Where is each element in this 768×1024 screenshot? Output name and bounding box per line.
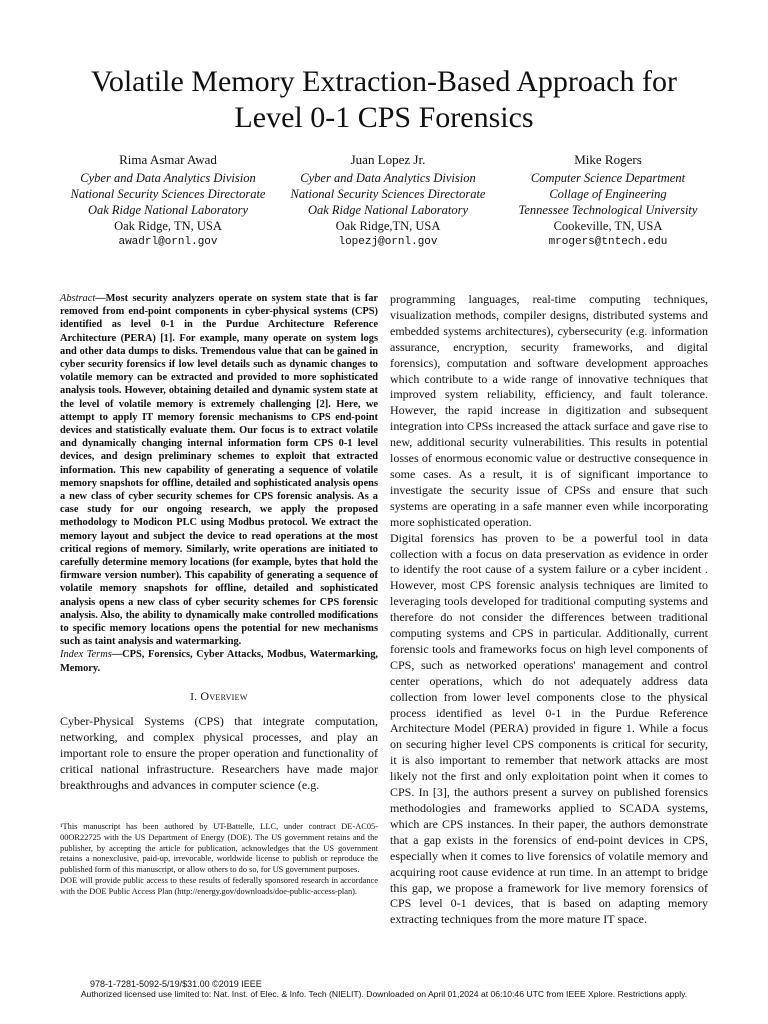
index-terms bbox=[60, 648, 378, 674]
section-heading bbox=[60, 689, 378, 706]
abstract bbox=[60, 292, 378, 648]
author-email: mrogers@tntech.edu bbox=[548, 236, 668, 248]
author-org: Oak Ridge National Laboratory bbox=[87, 203, 249, 217]
index-terms-label: Index Terms bbox=[60, 649, 112, 661]
author-directorate: Collage of Engineering bbox=[549, 187, 667, 201]
abstract-label: Abstract bbox=[60, 293, 96, 304]
body-paragraph-1: programming languages, real-time computing techniques, visualization methods, compiler designs, distributed systems and embedded systems architectures), cybersecurity (e.g. information assurance, encryption, security frameworks, and digital forensics), computation and software development approaches which contribute to a wide range of innovative techniques that improved system reliability, efficiency, and fault tolerance. However, the rapid increase in digitization and subsequent integration into CPSs increased the attack surface and gave rise to new, additional security vulnerabilities. This results in potential losses of enormous economic value or destructive consequence in some cases. As a result, it is of significant importance to investigate the security issue of CPSs and ensure that such systems are operating in a safe manner even while incorporating more sophisticated operation. bbox=[390, 292, 708, 529]
overview-paragraph: Cyber-Physical Systems (CPS) that integrate computation, networking, and complex physical processes, and play an important role to ensure the proper operation and functionality of critical national infrastructure. Researchers have made major breakthroughs and advances in computer science (e.g. bbox=[60, 714, 378, 793]
license-line: Authorized licensed use limited to: Nat. Inst. of Elec. & Info. Tech (NIELIT). Downloaded on April 01,2024 at 06:10:46 UTC from IEEE Xplore. Restrictions apply. bbox=[80, 989, 688, 999]
author-name: Rima Asmar Awad bbox=[119, 152, 217, 167]
author-location: Oak Ridge, TN, USA bbox=[114, 219, 222, 233]
section-number: I. bbox=[190, 690, 198, 703]
author-directorate: National Security Sciences Directorate bbox=[70, 187, 266, 201]
author-org: Oak Ridge National Laboratory bbox=[307, 203, 469, 217]
abstract-text: —Most security analyzers operate on system state that is far removed from end-point components in cyber-physical systems (CPS) identified as level 0-1 in the Purdue Architecture Reference Architecture (PERA) [1]. For example, many operate on system logs and other data dumps to disks. Tremendous value that can be gained in cyber security forensics if low level details such as dynamic changes to volatile memory can be extracted and provided to more sophisticated analysis tools. However, obtaining detailed and dynamic system state at the level of volatile memory is extremely challenging [2]. Here, we attempt to apply IT memory forensic mechanisms to CPS end-point devices and statistically evaluate them. Our focus is to extract volatile and dynamically changing internal information form CPS 0-1 level devices, and design preliminary schemes to exploit that extracted information. This new capability of generating a sequence of volatile memory snapshots for offline, detailed and sophisticated analysis opens a new class of cyber security schemes for CPS forensic analysis. As a case study for our ongoing research, we apply the proposed methodology to Modicon PLC using Modbus protocol. We extract the memory layout and subject the device to read operations at the most critical regions of memory. Similarly, write operations are initiated to carefully determine memory locations (for example, bytes that hold the firmware version number). This capability of generating a sequence of volatile memory snapshots for offline, detailed and sophisticated analysis opens a new class of cyber security schemes for CPS forensic analysis. Also, the ability to dynamically make controlled modifications to specific memory locations opens the potential for new mechanisms such as taint analysis and watermarking. bbox=[60, 293, 378, 648]
left-column bbox=[60, 292, 378, 793]
author-dept: Computer Science Department bbox=[530, 171, 686, 185]
author-directorate: National Security Sciences Directorate bbox=[290, 187, 486, 201]
author-2 bbox=[278, 152, 498, 250]
author-block bbox=[58, 152, 718, 250]
title-line-1: Volatile Memory Extraction-Based Approach for bbox=[91, 65, 677, 98]
author-name: Mike Rogers bbox=[574, 152, 642, 167]
author-org: Tennessee Technological University bbox=[518, 203, 698, 217]
section-title: Overview bbox=[200, 688, 248, 703]
footnote-paragraph-2: DOE will provide public access to these results of federally sponsored research in accordance with the DOE Public Access Plan (http://energy.gov/downloads/doe-public-access-plan). bbox=[60, 875, 378, 896]
author-dept: Cyber and Data Analytics Division bbox=[300, 171, 476, 185]
paper-title bbox=[0, 64, 768, 136]
footnote-paragraph-1: ¹This manuscript has been authored by UT-Battelle, LLC, under contract DE-AC05-00OR22725 with the US Department of Energy (DOE). The US government retains and the publisher, by accepting the article for publication, acknowledges that the US government retains a nonexclusive, paid-up, irrevocable, worldwide license to publish or reproduce the published form of this manuscript, or allow others to do so, for US government purposes. bbox=[60, 822, 378, 875]
body-paragraph-2: Digital forensics has proven to be a powerful tool in data collection with a focus on data preservation as evidence in order to identify the root cause of a system failure or a cyber incident . However, most CPS forensic analysis techniques are limited to leveraging tools developed for traditional computing systems and therefore do not consider the differences between traditional computing systems and CPS in particular. Additionally, current forensic tools and frameworks focus on high level components of CPS, such as networked operations' management and control center operations, which do not adequately address data collection from lower level components close to the physical process identified as level 0-1 in the Purdue Reference Architecture Model (PERA) provided in figure 1. While a focus on securing higher level CPS components is critical for security, it is also important to remember that network attacks are most likely not the first and only exploitation point when it comes to CPS. In [3], the authors present a survey on published forensics methodologies and frameworks applied to SCADA systems, which are CPS instances. In their paper, the authors demonstrate that a gap exists in the forensics of end-point devices in CPS, especially when it comes to live forensics of volatile memory and acquiring root cause evidence at run time. In an attempt to bridge this gap, we propose a framework for live memory forensics of CPS level 0-1 devices, that is based on adapting memory extracting techniques from the more mature IT space. bbox=[390, 530, 708, 927]
title-line-2: Level 0-1 CPS Forensics bbox=[234, 101, 534, 134]
right-column bbox=[390, 292, 708, 928]
author-email: lopezj@ornl.gov bbox=[338, 236, 438, 248]
isbn-line: 978-1-7281-5092-5/19/$31.00 ©2019 IEEE bbox=[90, 979, 262, 989]
author-name: Juan Lopez Jr. bbox=[350, 152, 426, 167]
footnote bbox=[60, 822, 378, 898]
author-location: Oak Ridge,TN, USA bbox=[335, 219, 441, 233]
author-email: awadrl@ornl.gov bbox=[118, 236, 218, 248]
author-location: Cookeville, TN, USA bbox=[553, 219, 663, 233]
author-dept: Cyber and Data Analytics Division bbox=[80, 171, 256, 185]
author-1 bbox=[58, 152, 278, 250]
author-3 bbox=[498, 152, 718, 250]
index-terms-text: —CPS, Forensics, Cyber Attacks, Modbus, Watermarking, Memory. bbox=[60, 649, 378, 674]
